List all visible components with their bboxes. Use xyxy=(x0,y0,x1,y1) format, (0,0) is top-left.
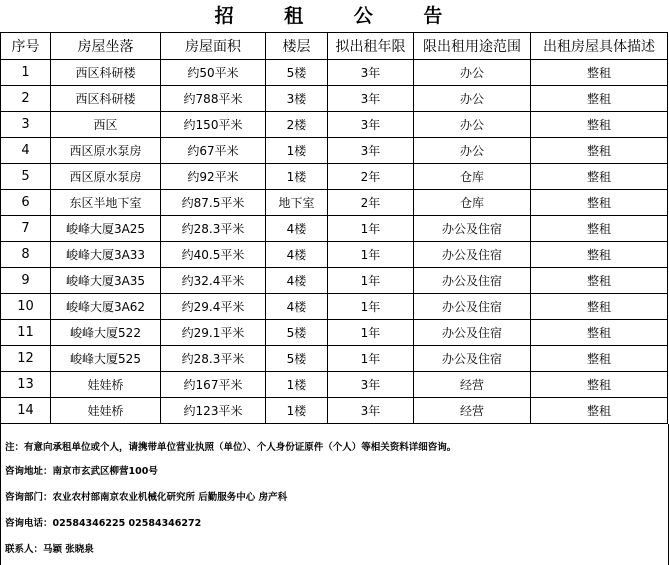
cell-index: 6 xyxy=(1,190,51,216)
table-row xyxy=(1,346,668,372)
notes-section xyxy=(0,424,669,565)
department-text: 咨询部门：农业农村部南京农业机械化研究所 后勤服务中心 房产科 xyxy=(5,492,288,503)
cell-term: 2年 xyxy=(328,190,414,216)
cell-floor: 4楼 xyxy=(266,268,328,294)
cell-location: 峻峰大厦3A33 xyxy=(51,242,161,268)
cell-index: 2 xyxy=(1,86,51,112)
cell-term: 1年 xyxy=(328,346,414,372)
phone-text: 咨询电话：02584346225 02584346272 xyxy=(5,518,202,529)
cell-description: 整租 xyxy=(531,112,668,138)
table-row xyxy=(1,86,668,112)
cell-area: 约32.4平米 xyxy=(161,268,266,294)
cell-location: 峻峰大厦3A62 xyxy=(51,294,161,320)
header-term: 拟出租年限 xyxy=(328,33,414,60)
cell-usage: 办公 xyxy=(414,112,531,138)
cell-description: 整租 xyxy=(531,294,668,320)
cell-area: 约28.3平米 xyxy=(161,346,266,372)
table-row xyxy=(1,320,668,346)
cell-location: 娃娃桥 xyxy=(51,372,161,398)
table-row xyxy=(1,398,668,424)
cell-term: 3年 xyxy=(328,372,414,398)
cell-floor: 5楼 xyxy=(266,320,328,346)
table-row xyxy=(1,242,668,268)
cell-usage: 经营 xyxy=(414,372,531,398)
cell-area: 约123平米 xyxy=(161,398,266,424)
cell-floor: 1楼 xyxy=(266,372,328,398)
contact-text: 联系人：马颖 张晓泉 xyxy=(5,544,94,555)
cell-index: 5 xyxy=(1,164,51,190)
cell-area: 约28.3平米 xyxy=(161,216,266,242)
cell-area: 约67平米 xyxy=(161,138,266,164)
page-title: 招 租 公 告 xyxy=(214,5,465,27)
cell-description: 整租 xyxy=(531,60,668,86)
cell-term: 3年 xyxy=(328,86,414,112)
header-floor: 楼层 xyxy=(266,33,328,60)
cell-term: 1年 xyxy=(328,216,414,242)
cell-description: 整租 xyxy=(531,164,668,190)
cell-floor: 3楼 xyxy=(266,86,328,112)
cell-description: 整租 xyxy=(531,268,668,294)
table-row xyxy=(1,268,668,294)
header-area: 房屋面积 xyxy=(161,33,266,60)
cell-area: 约788平米 xyxy=(161,86,266,112)
cell-usage: 仓库 xyxy=(414,164,531,190)
table-row xyxy=(1,112,668,138)
cell-index: 8 xyxy=(1,242,51,268)
cell-location: 峻峰大厦3A35 xyxy=(51,268,161,294)
cell-description: 整租 xyxy=(531,216,668,242)
cell-term: 1年 xyxy=(328,242,414,268)
header-usage: 限出租用途范围 xyxy=(414,33,531,60)
cell-term: 1年 xyxy=(328,294,414,320)
cell-index: 14 xyxy=(1,398,51,424)
cell-description: 整租 xyxy=(531,138,668,164)
rental-table xyxy=(0,32,668,424)
cell-floor: 4楼 xyxy=(266,216,328,242)
cell-area: 约29.4平米 xyxy=(161,294,266,320)
cell-description: 整租 xyxy=(531,346,668,372)
cell-location: 娃娃桥 xyxy=(51,398,161,424)
cell-index: 9 xyxy=(1,268,51,294)
cell-usage: 仓库 xyxy=(414,190,531,216)
cell-index: 11 xyxy=(1,320,51,346)
cell-description: 整租 xyxy=(531,190,668,216)
note-text: 注：有意向承租单位或个人，请携带单位营业执照（单位）、个人身份证原件（个人）等相关资料详细咨询。 xyxy=(5,442,457,453)
cell-location: 东区半地下室 xyxy=(51,190,161,216)
cell-usage: 办公及住宿 xyxy=(414,346,531,372)
cell-floor: 1楼 xyxy=(266,138,328,164)
cell-area: 约92平米 xyxy=(161,164,266,190)
cell-floor: 1楼 xyxy=(266,164,328,190)
cell-index: 12 xyxy=(1,346,51,372)
cell-floor: 5楼 xyxy=(266,60,328,86)
cell-usage: 办公及住宿 xyxy=(414,242,531,268)
table-row xyxy=(1,60,668,86)
table-row xyxy=(1,164,668,190)
cell-area: 约50平米 xyxy=(161,60,266,86)
table-row xyxy=(1,294,668,320)
header-index: 序号 xyxy=(1,33,51,60)
cell-index: 4 xyxy=(1,138,51,164)
cell-term: 3年 xyxy=(328,112,414,138)
cell-floor: 4楼 xyxy=(266,294,328,320)
cell-index: 1 xyxy=(1,60,51,86)
cell-area: 约29.1平米 xyxy=(161,320,266,346)
cell-index: 13 xyxy=(1,372,51,398)
cell-usage: 办公及住宿 xyxy=(414,294,531,320)
cell-floor: 2楼 xyxy=(266,112,328,138)
cell-location: 西区 xyxy=(51,112,161,138)
address-text: 咨询地址：南京市玄武区柳营100号 xyxy=(5,466,158,477)
cell-area: 约87.5平米 xyxy=(161,190,266,216)
cell-area: 约167平米 xyxy=(161,372,266,398)
table-row xyxy=(1,372,668,398)
cell-index: 7 xyxy=(1,216,51,242)
cell-description: 整租 xyxy=(531,320,668,346)
cell-location: 西区科研楼 xyxy=(51,86,161,112)
table-header-row xyxy=(1,33,668,60)
cell-floor: 4楼 xyxy=(266,242,328,268)
cell-usage: 办公 xyxy=(414,86,531,112)
table-row xyxy=(1,190,668,216)
cell-location: 峻峰大厦3A25 xyxy=(51,216,161,242)
cell-location: 峻峰大厦522 xyxy=(51,320,161,346)
cell-location: 西区科研楼 xyxy=(51,60,161,86)
header-location: 房屋坐落 xyxy=(51,33,161,60)
table-row xyxy=(1,216,668,242)
cell-usage: 办公 xyxy=(414,138,531,164)
cell-location: 峻峰大厦525 xyxy=(51,346,161,372)
cell-term: 3年 xyxy=(328,138,414,164)
header-description: 出租房屋具体描述 xyxy=(531,33,668,60)
cell-term: 1年 xyxy=(328,268,414,294)
cell-floor: 地下室 xyxy=(266,190,328,216)
cell-term: 2年 xyxy=(328,164,414,190)
cell-description: 整租 xyxy=(531,372,668,398)
cell-index: 10 xyxy=(1,294,51,320)
cell-area: 约150平米 xyxy=(161,112,266,138)
cell-floor: 5楼 xyxy=(266,346,328,372)
cell-usage: 办公及住宿 xyxy=(414,216,531,242)
cell-usage: 办公及住宿 xyxy=(414,268,531,294)
cell-term: 3年 xyxy=(328,60,414,86)
cell-usage: 办公及住宿 xyxy=(414,320,531,346)
table-row xyxy=(1,138,668,164)
cell-usage: 办公 xyxy=(414,60,531,86)
cell-location: 西区原水泵房 xyxy=(51,138,161,164)
table-body xyxy=(1,60,668,424)
cell-term: 1年 xyxy=(328,320,414,346)
cell-location: 西区原水泵房 xyxy=(51,164,161,190)
cell-index: 3 xyxy=(1,112,51,138)
cell-description: 整租 xyxy=(531,398,668,424)
cell-description: 整租 xyxy=(531,242,668,268)
cell-description: 整租 xyxy=(531,86,668,112)
cell-area: 约40.5平米 xyxy=(161,242,266,268)
cell-floor: 1楼 xyxy=(266,398,328,424)
cell-term: 3年 xyxy=(328,398,414,424)
cell-usage: 经营 xyxy=(414,398,531,424)
